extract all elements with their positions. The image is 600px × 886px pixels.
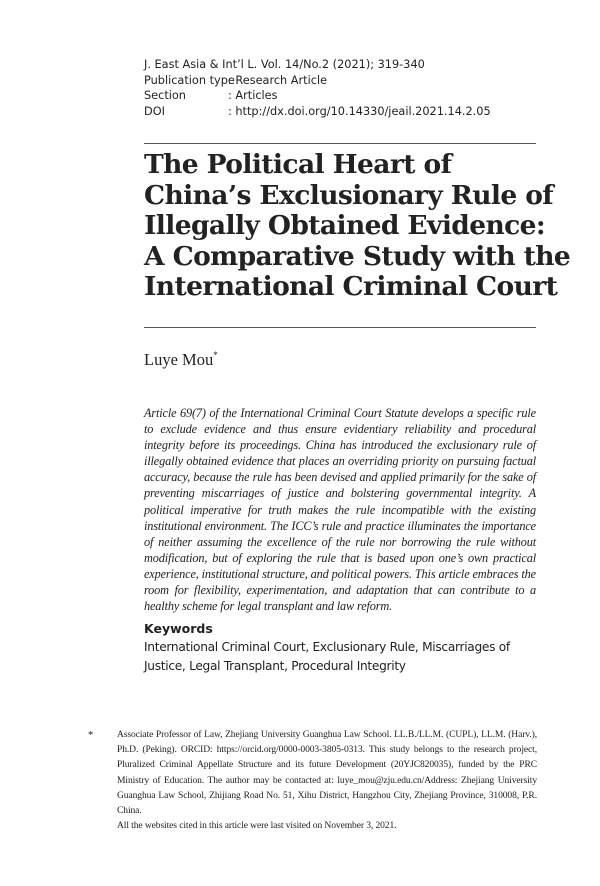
- doi-row: [144, 104, 491, 120]
- meta-value: : Articles: [228, 89, 278, 103]
- author-name: Luye Mou: [144, 350, 214, 369]
- keywords-heading: Keywords: [144, 621, 213, 636]
- title-line: A Comparative Study with the: [144, 240, 571, 272]
- journal-citation: J. East Asia & Int’l L. Vol. 14/No.2 (2021); 319-340: [144, 58, 425, 71]
- meta-key: Section: [144, 89, 186, 103]
- abstract: Article 69(7) of the International Criminal Court Statute develops a specific rule to exclude evidence and thus ensure evidentiary reliability and procedural integrity before its proceedings. China has introduced the exclusionary rule of illegally obtained evidence that places an overriding priority on pursuing factual accuracy, because the rule has been devised and applied primarily for the sake of preventing miscarriages of justice and bolstering governmental integrity. A political imperative for truth makes the rule incompatible with the existing institutional environment. The ICC’s rule and practice illuminates the importance of neither assuming the excellence of the rule nor borrowing the rule without modification, but of exploring the rule that is based upon one’s own practical experience, institutional structure, and political powers. This article embraces the room for flexibility, experimentation, and adaptation that can contribute to a healthy scheme for legal transplant and law reform.: [144, 406, 536, 614]
- author-footnote-mark[interactable]: *: [213, 350, 218, 360]
- meta-key: Publication type: [144, 73, 235, 87]
- publication-type-row: [144, 73, 491, 89]
- title-line: China’s Exclusionary Rule of: [144, 179, 554, 211]
- article-title: [144, 149, 571, 303]
- title-top-rule: [144, 143, 536, 144]
- title-bottom-rule: [144, 327, 536, 328]
- footnote-note: All the websites cited in this article were last visited on November 3, 2021.: [117, 820, 397, 832]
- meta-key: DOI: [144, 104, 165, 118]
- keywords-list: International Criminal Court, Exclusionary Rule, Miscarriages of Justice, Legal Transplant, Procedural Integrity: [144, 640, 510, 673]
- title-line: Illegally Obtained Evidence:: [144, 210, 546, 241]
- title-line: International Criminal Court: [144, 271, 558, 302]
- footnote: [117, 727, 537, 833]
- footnote-text: Associate Professor of Law, Zhejiang University Guanghua Law School. LL.B./LL.M. (CUPL), LL.M. (Harv.), Ph.D. (Peking). ORCID: https://orcid.org/0000-0003-3805-0313. This study belongs to the research project, Pluralized Criminal Appellate Structure and its future Development (20YJC820035), funded by the PRC Ministry of Education. The author may be contacted at: luye_mou@zju.edu.cn/Address: Zhejiang University Guanghua Law School, Zhijiang Road No. 51, Xihu District, Hangzhou City, Zhejiang Province, 310008, P.R. China.: [117, 729, 537, 817]
- title-line: The Political Heart of: [144, 149, 452, 180]
- article-metadata: [144, 57, 491, 119]
- doi-link[interactable]: : http://dx.doi.org/10.14330/jeail.2021.14.2.05: [228, 104, 491, 118]
- section-row: [144, 88, 491, 104]
- author: [144, 350, 218, 370]
- meta-value: : Research Article: [228, 73, 328, 87]
- footnote-mark: *: [88, 730, 94, 741]
